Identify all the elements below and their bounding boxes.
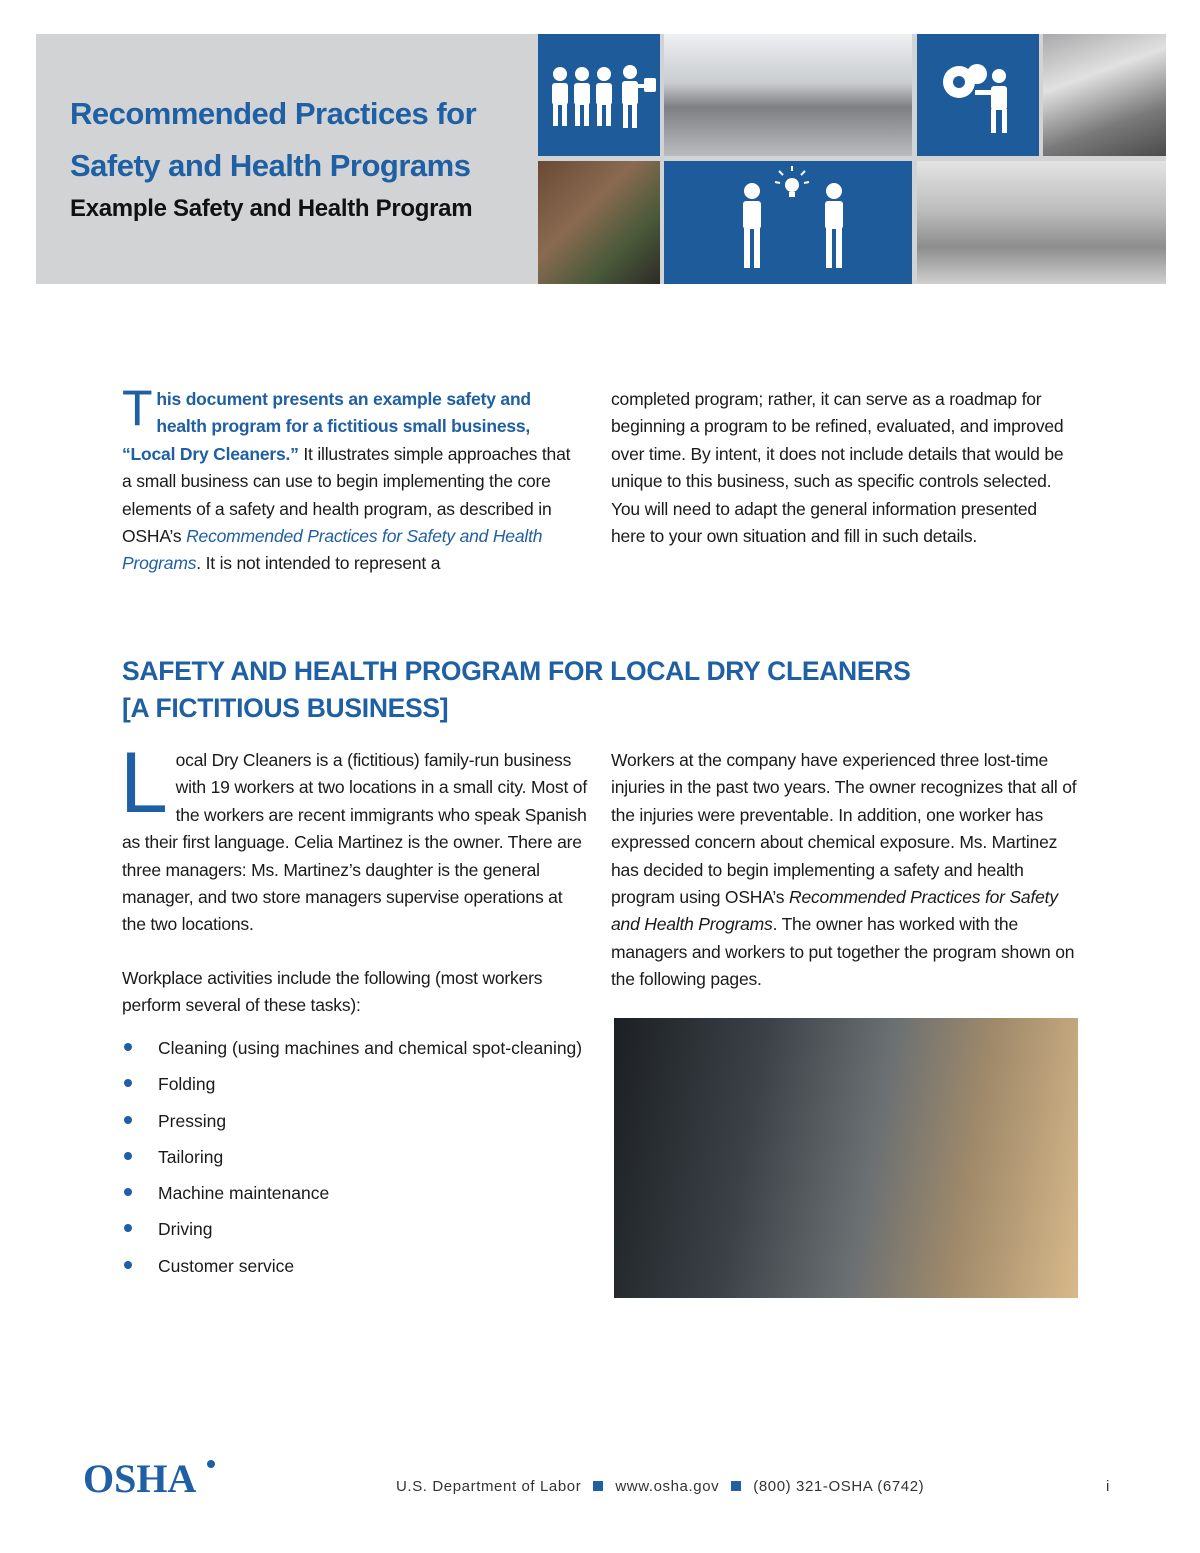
tasks-list	[122, 1030, 582, 1284]
list-item: Driving	[122, 1211, 582, 1247]
hanging-garments-photo	[664, 34, 912, 156]
garments-in-plastic-photo	[614, 1018, 1078, 1298]
page-number: i	[1106, 1478, 1110, 1495]
bullet-icon	[124, 1224, 132, 1232]
footer-contact	[396, 1478, 924, 1495]
worker-machinery-icon	[917, 34, 1039, 156]
section-heading: SAFETY AND HEALTH PROGRAM FOR LOCAL DRY CLEANERS [A FICTITIOUS BUSINESS]	[122, 656, 911, 723]
list-item: Folding	[122, 1066, 582, 1102]
list-item: Machine maintenance	[122, 1175, 582, 1211]
separator-icon	[731, 1481, 741, 1491]
workers-idea-tile	[664, 161, 912, 284]
recommended-practices-link[interactable]: Recommended Practices for Safety and Health Programs	[122, 526, 543, 574]
phone-number: (800) 321-OSHA (6742)	[753, 1478, 925, 1495]
bullet-icon	[124, 1188, 132, 1196]
bullet-icon	[124, 1152, 132, 1160]
section-column-right: Workers at the company have experienced three lost-time injuries in the past two years. The owner recognizes that all of the injuries were preventable. In addition, one worker has expressed concern about chemical exposure. Ms. Martinez has decided to begin implementing a safety and health program using OSHA’s Recommended Practices for Safety and Health Programs. The owner has worked with the managers and workers to put together the program shown on the following pages.	[611, 750, 1077, 990]
intro-lead: his document presents an example safety and health program for a fictitious small business, “Local Dry Cleaners.”	[122, 389, 531, 464]
list-item: Customer service	[122, 1248, 582, 1284]
activities-intro: Workplace activities include the following (most workers perform several of these tasks):	[122, 968, 543, 1016]
recommended-practices-title: Recommended Practices for Safety and Health Programs	[611, 887, 1058, 935]
section-column-left	[120, 735, 588, 939]
svg-text:OSHA: OSHA	[83, 1456, 197, 1500]
section-dropcap: L	[120, 735, 168, 831]
department-label: U.S. Department of Labor	[396, 1478, 582, 1495]
bullet-icon	[124, 1116, 132, 1124]
washing-machines-photo	[917, 161, 1166, 284]
website-link[interactable]: www.osha.gov	[615, 1478, 720, 1495]
company-description: ocal Dry Cleaners is a (fictitious) family-run business with 19 workers at two locations in a small city. Most of the workers are recent immigrants who speak Spanish as their first language. Celia Martinez is the owner. There are three managers: Ms. Martinez’s daughter is the general manager, and two store managers supervise operations at the two locations.	[122, 750, 587, 935]
list-item: Pressing	[122, 1103, 582, 1139]
worker-machinery-tile	[917, 34, 1039, 156]
store-worker-photo	[1043, 34, 1166, 156]
bullet-icon	[124, 1043, 132, 1051]
page-subtitle: Example Safety and Health Program	[70, 195, 473, 222]
page-title: Recommended Practices for Safety and Health Programs	[70, 96, 477, 183]
list-item: Tailoring	[122, 1139, 582, 1175]
workers-group-icon	[538, 34, 660, 156]
list-item: Cleaning (using machines and chemical spot-cleaning)	[122, 1030, 582, 1066]
intro-column-left: This document presents an example safety and health program for a fictitious small business, “Local Dry Cleaners.” It illustrates simple approaches that a small business can use to begin implementing the core elements of a safety and health program, as described in OSHA’s Recommended Practices for Safety and Health Programs. It is not intended to represent a	[122, 380, 571, 574]
workers-idea-icon	[664, 161, 912, 284]
gloved-hands-photo	[538, 161, 660, 284]
workers-group-tile	[538, 34, 660, 156]
osha-logo	[83, 1456, 223, 1505]
bullet-icon	[124, 1261, 132, 1269]
intro-column-right: completed program; rather, it can serve as a roadmap for beginning a program to be refined, evaluated, and improved over time. By intent, it does not include details that would be unique to this business, such as specific controls selected. You will need to adapt the general information presented here to your own situation and fill in such details.	[611, 389, 1064, 547]
bullet-icon	[124, 1079, 132, 1087]
separator-icon	[593, 1481, 603, 1491]
intro-dropcap: T	[122, 380, 153, 436]
